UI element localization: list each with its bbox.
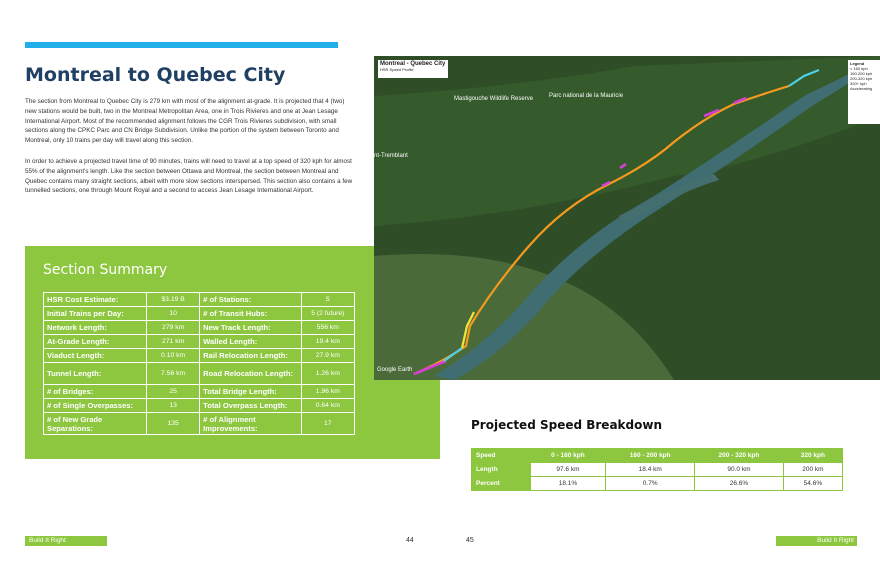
summary-label: Viaduct Length: [44,349,147,363]
table-cell: 18.1% [530,477,606,491]
summary-label: Total Bridge Length: [200,385,302,399]
table-cell: 200 km [783,463,842,477]
summary-label: # of Single Overpasses: [44,399,147,413]
table-row [44,321,355,335]
table-row [472,463,843,477]
section-summary-title: Section Summary [43,262,168,278]
map-label: Parc national de la Mauricie [549,93,624,99]
speed-breakdown-title: Projected Speed Breakdown [471,418,662,432]
route-map-graphic [374,56,880,380]
table-row [44,363,355,385]
map-subtitle: HSR Speed Profile [380,67,414,72]
page-title: Montreal to Quebec City [25,64,286,86]
table-cell: 0.7% [606,477,695,491]
column-header: 320 kph [783,449,842,463]
route-map[interactable] [374,56,880,380]
summary-value: 13 [147,399,200,413]
summary-value: $3.19 B [147,293,200,307]
summary-label: Road Relocation Length: [200,363,302,385]
legend-item: 200-320 kph [850,76,873,81]
summary-value: 271 km [147,335,200,349]
page-number-left: 44 [406,537,414,544]
summary-label: Rail Relocation Length: [200,349,302,363]
summary-value: 10 [147,307,200,321]
table-cell: 18.4 km [606,463,695,477]
summary-label: # of Stations: [200,293,302,307]
summary-label: HSR Cost Estimate: [44,293,147,307]
summary-value: 135 [147,413,200,435]
legend-title: Legend [850,61,865,66]
summary-value: 5 [301,293,354,307]
map-title-box [378,60,448,78]
legend-item: 160-200 kph [850,71,873,76]
table-row [44,399,355,413]
footer-right-badge: Build It Right [776,536,857,546]
legend-item: Accelerating [850,86,873,91]
summary-label: At-Grade Length: [44,335,147,349]
table-row [44,293,355,307]
summary-label: # of New Grade Separations: [44,413,147,435]
summary-value: 5 (2 future) [301,307,354,321]
table-row [44,349,355,363]
intro-paragraph: The section from Montreal to Quebec City is 279 km with most of the alignment at-grade. It is projected that 4 (two) new stations would be built, two in the Montreal Metropolitan Area, one in Trois Rivieres and one at Jean Lesage International Airport. Most of the recommended alignment follows the CGR Trois Rivieres subdivision, with small sections along the CPKC Parc and CN Bridge Subdivision. Unlike the portion of the system between Toronto and Montreal, only 10 trains per day will travel along this section. [25,98,345,145]
summary-label: Network Length: [44,321,147,335]
table-header-row [472,449,843,463]
table-row [44,413,355,435]
travel-time-paragraph: In order to achieve a projected travel time of 90 minutes, trains will need to travel at a top speed of 320 kph for almost 55% of the alignment's length. Like the section between Ottawa and Montreal, the section between Montreal and Quebec contains many straight sections, albeit with more slow sections interspersed. This section also contains a few tunnelled sections, one through Mount Royal and a second to access Jean Lesage International Airport. [25,158,353,195]
top-accent-bar [25,42,338,48]
map-legend [848,60,880,124]
map-label: nt-Tremblant [374,153,408,159]
summary-label: Total Overpass Length: [200,399,302,413]
summary-label: New Track Length: [200,321,302,335]
summary-label: Walled Length: [200,335,302,349]
table-row [472,477,843,491]
section-summary-table [43,292,355,435]
map-label: Mastigouche Wildlife Reserve [454,96,534,102]
page-number-right: 45 [466,537,474,544]
table-row [44,307,355,321]
summary-value: 27.9 km [301,349,354,363]
legend-item: 320+ kph [850,81,867,86]
table-cell: 90.0 km [695,463,784,477]
table-cell: 97.6 km [530,463,606,477]
table-row [44,335,355,349]
column-header: 200 - 320 kph [695,449,784,463]
summary-value: 1.96 km [301,385,354,399]
summary-value: 19.4 km [301,335,354,349]
footer-left-badge: Build It Right [25,536,107,546]
legend-item: < 160 kph [850,66,868,71]
column-header: 0 - 160 kph [530,449,606,463]
summary-value: 556 km [301,321,354,335]
table-row [44,385,355,399]
summary-value: 7.56 km [147,363,200,385]
summary-label: # of Transit Hubs: [200,307,302,321]
summary-value: 17 [301,413,354,435]
row-label: Percent [472,477,531,491]
summary-label: Initial Trains per Day: [44,307,147,321]
column-header: Speed [472,449,531,463]
summary-label: Tunnel Length: [44,363,147,385]
summary-label: # of Bridges: [44,385,147,399]
summary-value: 279 km [147,321,200,335]
row-label: Length [472,463,531,477]
table-cell: 26.6% [695,477,784,491]
summary-value: 1.26 km [301,363,354,385]
summary-value: 0.10 km [147,349,200,363]
summary-label: # of Alignment Improvements: [200,413,302,435]
map-attribution: Google Earth [377,367,413,373]
column-header: 160 - 200 kph [606,449,695,463]
speed-breakdown-table [471,448,843,491]
summary-value: 0.64 km [301,399,354,413]
summary-value: 25 [147,385,200,399]
table-cell: 54.6% [783,477,842,491]
map-title: Montreal - Quebec City [380,61,446,67]
